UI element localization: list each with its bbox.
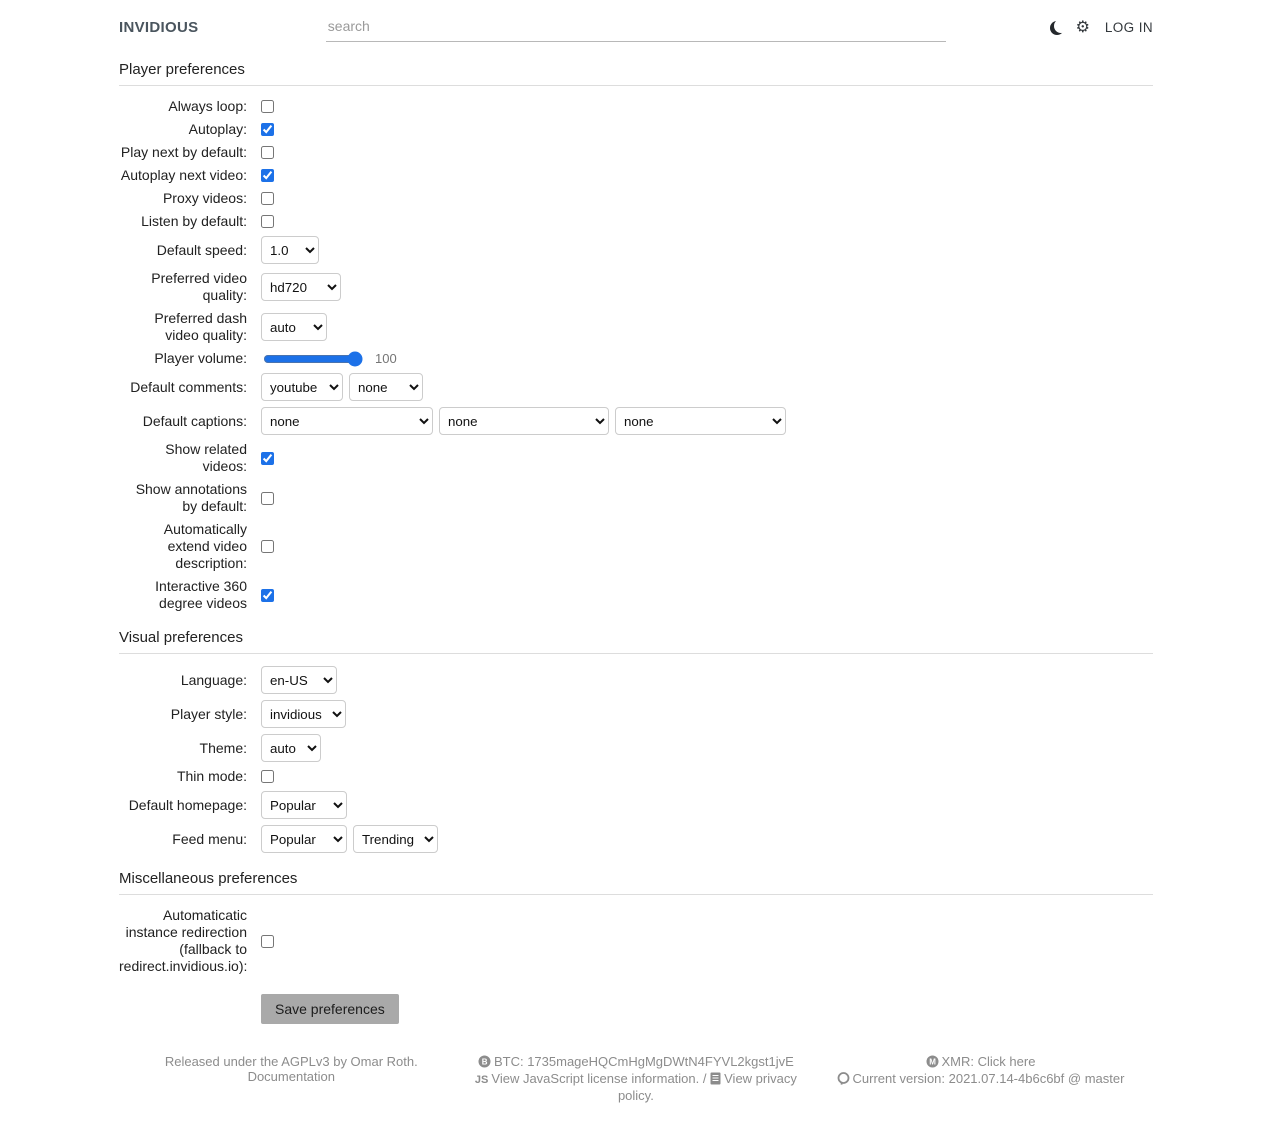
default-captions-label: Default captions: bbox=[142, 412, 247, 429]
autoplay-next-label: Autoplay next video: bbox=[120, 167, 247, 183]
top-navbar bbox=[0, 0, 1272, 42]
github-icon bbox=[837, 1072, 850, 1088]
always-loop-label: Always loop: bbox=[168, 98, 247, 114]
row-language bbox=[119, 666, 1153, 694]
video-quality-label: Preferred video quality: bbox=[151, 270, 247, 303]
save-preferences-button[interactable]: Save preferences bbox=[261, 994, 399, 1024]
section-title-player: Player preferences bbox=[119, 61, 1153, 86]
language-select[interactable] bbox=[261, 666, 337, 694]
vr360-label: Interactive 360 degree videos bbox=[155, 578, 247, 611]
captions-secondary-select[interactable] bbox=[439, 407, 609, 435]
captions-primary-select[interactable] bbox=[261, 407, 433, 435]
row-player-volume bbox=[119, 350, 1153, 367]
version-link[interactable]: Current version: 2021.07.14-4b6c6bf @ master bbox=[852, 1071, 1125, 1086]
instance-redirect-checkbox[interactable] bbox=[261, 935, 274, 948]
svg-text:B: B bbox=[481, 1057, 488, 1067]
theme-label: Theme: bbox=[199, 739, 247, 756]
vr360-checkbox[interactable] bbox=[261, 589, 274, 602]
gear-icon: ⚙ bbox=[1075, 18, 1091, 36]
documentation-link[interactable]: Documentation bbox=[247, 1069, 336, 1084]
row-play-next bbox=[119, 144, 1153, 161]
row-default-homepage bbox=[119, 791, 1153, 819]
brand-logo[interactable]: INVIDIOUS bbox=[119, 18, 199, 36]
footer-links-line bbox=[464, 1071, 809, 1103]
footer-license-text: Released under the AGPLv3 by Omar Roth. bbox=[164, 1054, 418, 1069]
row-autoplay bbox=[119, 121, 1153, 138]
feed-menu-select-1[interactable] bbox=[261, 825, 347, 853]
login-link[interactable]: LOG IN bbox=[1104, 20, 1154, 35]
row-related-videos bbox=[119, 441, 1153, 475]
feed-menu-select-2[interactable] bbox=[353, 825, 438, 853]
listen-default-checkbox[interactable] bbox=[261, 215, 274, 228]
document-icon bbox=[710, 1072, 721, 1088]
preferences-link[interactable] bbox=[1075, 20, 1091, 36]
footer-separator: / bbox=[702, 1071, 707, 1086]
moon-icon bbox=[1050, 21, 1064, 35]
thin-mode-label: Thin mode: bbox=[176, 768, 247, 784]
proxy-videos-checkbox[interactable] bbox=[261, 192, 274, 205]
row-video-quality bbox=[119, 270, 1153, 304]
player-style-label: Player style: bbox=[170, 705, 247, 722]
save-row bbox=[119, 994, 1153, 1024]
row-listen-default bbox=[119, 213, 1153, 230]
default-homepage-label: Default homepage: bbox=[128, 796, 247, 813]
player-volume-slider[interactable] bbox=[263, 351, 363, 367]
row-player-style bbox=[119, 700, 1153, 728]
captions-tertiary-select[interactable] bbox=[615, 407, 786, 435]
player-volume-value: 100 bbox=[375, 351, 397, 366]
row-theme bbox=[119, 734, 1153, 762]
section-title-visual: Visual preferences bbox=[119, 629, 1153, 654]
feed-menu-label: Feed menu: bbox=[172, 830, 247, 847]
default-speed-select[interactable] bbox=[261, 236, 319, 264]
language-label: Language: bbox=[180, 671, 247, 688]
comments-primary-select[interactable] bbox=[261, 373, 343, 401]
footer-xmr-line bbox=[808, 1054, 1153, 1071]
footer-right bbox=[808, 1054, 1153, 1088]
annotations-checkbox[interactable] bbox=[261, 492, 274, 505]
footer-version-line bbox=[808, 1071, 1153, 1088]
always-loop-checkbox[interactable] bbox=[261, 100, 274, 113]
row-proxy-videos bbox=[119, 190, 1153, 207]
row-autoplay-next bbox=[119, 167, 1153, 184]
row-default-comments bbox=[119, 373, 1153, 401]
instance-redirect-label: Automaticatic instance redirection (fallback to redirect.invidious.io): bbox=[119, 907, 248, 974]
xmr-icon bbox=[926, 1055, 939, 1071]
proxy-videos-label: Proxy videos: bbox=[162, 190, 247, 206]
default-homepage-select[interactable] bbox=[261, 791, 347, 819]
extend-desc-checkbox[interactable] bbox=[261, 540, 274, 553]
dash-quality-select[interactable] bbox=[261, 313, 327, 341]
row-annotations bbox=[119, 481, 1153, 515]
footer-center bbox=[464, 1054, 809, 1103]
row-instance-redirect bbox=[119, 907, 1153, 975]
player-style-select[interactable] bbox=[261, 700, 346, 728]
js-icon: JS bbox=[474, 1074, 489, 1086]
footer-btc-line bbox=[464, 1054, 809, 1071]
preferences-form bbox=[119, 61, 1153, 1024]
footer-left bbox=[119, 1054, 464, 1084]
comments-fallback-select[interactable] bbox=[349, 373, 423, 401]
page-footer bbox=[0, 1054, 1272, 1121]
annotations-label: Show annotations by default: bbox=[135, 481, 247, 514]
related-videos-label: Show related videos: bbox=[165, 441, 247, 474]
autoplay-next-checkbox[interactable] bbox=[261, 169, 274, 182]
xmr-link[interactable]: XMR: Click here bbox=[941, 1054, 1036, 1069]
row-extend-desc bbox=[119, 521, 1153, 572]
default-speed-label: Default speed: bbox=[156, 241, 247, 258]
section-visual-preferences bbox=[119, 629, 1153, 853]
btc-address-text: BTC: 1735mageHQCmHgMgDWtN4FYVL2kgst1jvE bbox=[493, 1054, 794, 1069]
js-license-link[interactable]: View JavaScript license information. bbox=[491, 1071, 700, 1086]
svg-text:M: M bbox=[928, 1057, 936, 1067]
row-thin-mode bbox=[119, 768, 1153, 785]
row-default-captions bbox=[119, 407, 1153, 435]
row-feed-menu bbox=[119, 825, 1153, 853]
play-next-checkbox[interactable] bbox=[261, 146, 274, 159]
dark-mode-toggle[interactable] bbox=[1049, 20, 1065, 36]
player-volume-label: Player volume: bbox=[154, 350, 247, 366]
theme-select[interactable] bbox=[261, 734, 321, 762]
thin-mode-checkbox[interactable] bbox=[261, 770, 274, 783]
autoplay-checkbox[interactable] bbox=[261, 123, 274, 136]
listen-default-label: Listen by default: bbox=[141, 213, 247, 229]
row-always-loop bbox=[119, 98, 1153, 115]
privacy-policy-link[interactable]: View privacy policy. bbox=[617, 1071, 797, 1103]
autoplay-label: Autoplay: bbox=[188, 121, 247, 137]
section-player-preferences bbox=[119, 61, 1153, 612]
play-next-label: Play next by default: bbox=[120, 144, 247, 160]
section-title-misc: Miscellaneous preferences bbox=[119, 870, 1153, 895]
extend-desc-label: Automatically extend video description: bbox=[163, 521, 247, 571]
row-dash-quality bbox=[119, 310, 1153, 344]
related-videos-checkbox[interactable] bbox=[261, 452, 274, 465]
search-input[interactable] bbox=[326, 13, 946, 42]
default-comments-label: Default comments: bbox=[130, 378, 247, 395]
btc-icon bbox=[478, 1055, 491, 1071]
row-vr360 bbox=[119, 578, 1153, 612]
row-default-speed bbox=[119, 236, 1153, 264]
dash-quality-label: Preferred dash video quality: bbox=[154, 310, 247, 343]
video-quality-select[interactable] bbox=[261, 273, 341, 301]
section-misc-preferences bbox=[119, 870, 1153, 975]
